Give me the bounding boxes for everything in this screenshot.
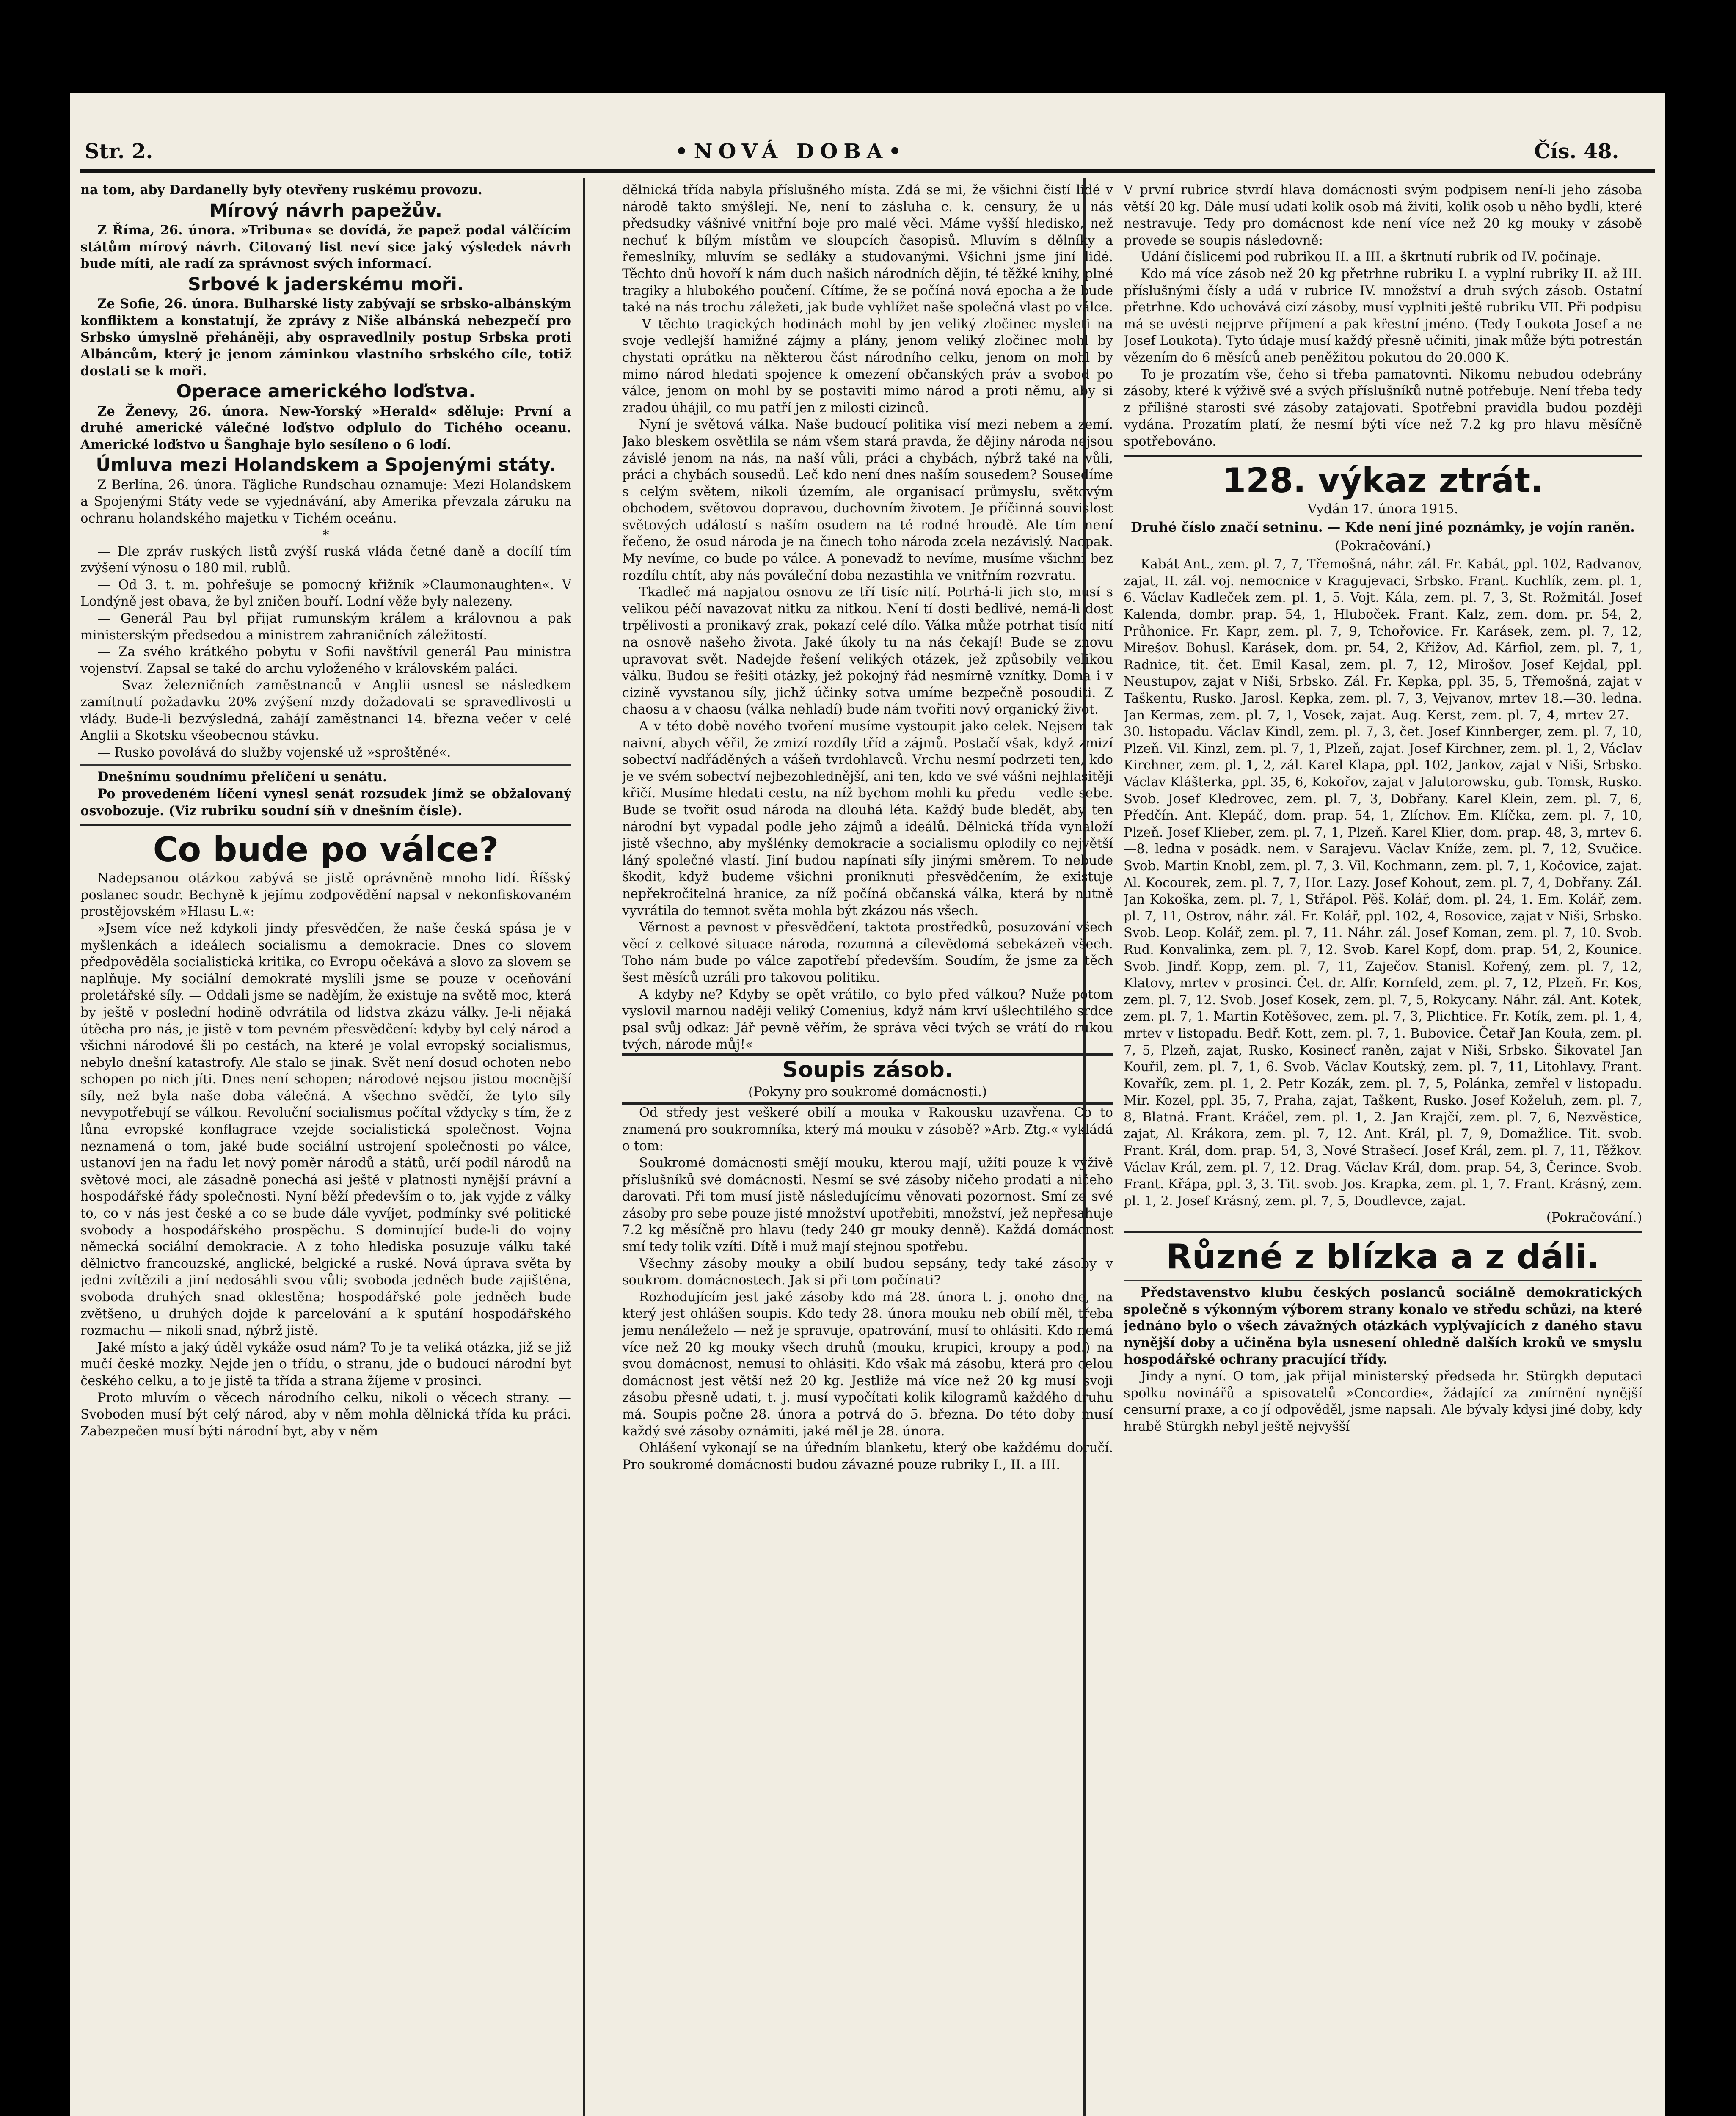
column-3 bbox=[1124, 182, 1642, 2116]
article-text: Ze Sofie, 26. února. Bulharské listy zabývají se srbsko-albánským konfliktem a konstatují, že zprávy z Niše albánská nebezpečí pro Srbsko úmyslně přeháněji, aby ospravedlnily postup Srbska proti Albáncům, který je jenom záminkou vlastního srbského cíle, totiž dostati se k moři. bbox=[80, 296, 571, 379]
news-item: — Svaz železničních zaměstnanců v Anglii usnesl se následkem zamítnutí požadavku 20% zvýšení mzdy dožadovati se spravedlivosti u vlády. Bude-li bezvýsledná, zahájí zaměstnanci 14. března večer v celé Anglii a Skotsku všeobecnou stávku. bbox=[80, 678, 571, 744]
headline-umluva: Úmluva mezi Holandskem a Spojenými státy. bbox=[96, 455, 556, 476]
continuation-note: (Pokračování.) bbox=[1335, 538, 1431, 554]
subheadline: Vydán 17. února 1915. bbox=[1307, 501, 1458, 517]
header-rule bbox=[80, 169, 1655, 173]
article-text: Tkadleč má napjatou osnovu ze tří tisíc nití. Potrhá-li jich sto, musí s velikou péčí navazovat nitku za nitkou. Není tí dosti bedlivé, nemá-li dost trpělivosti a pronikavý zrak, pokazí celé dílo. Válka může potrhat tisíc nití na osnově našeho života. Jaké úkoly tu na nás čekají! Bude se znovu upravovat svět. Nadejde řešení velikých otázek, jež způsobily velikou válku. Budou se řešiti otázky, jež pokojný řád nesmírně vznítky. Doma i v cizině vyvstanou síly, jichž účinky sotva umíme bezpečně posouditi. Z chaosu a v chaosu (válka nehladí) bude nám tvořiti nový organický život. bbox=[622, 585, 1113, 717]
continuation-note: (Pokračování.) bbox=[1546, 1210, 1642, 1226]
news-item: — Od 3. t. m. pohřešuje se pomocný křižník »Claumonaughten«. V Londýně jest obava, že byl zničen bouří. Lodní věže byly nalezeny. bbox=[80, 577, 571, 609]
article-text: Kdo má více zásob než 20 kg přetrhne rubriku I. a vyplní rubriky II. až III. příslušnými čísly a udá v rubrice IV. množství a druh svých zásob. Ostatní přetrhne. Kdo uchovává cizí zásoby, musí vyplniti ještě rubriku VII. Při podpisu má se uvésti nejprve příjmení a pak křestní jméno. (Tedy Loukota Josef a ne Josef Loukota). Tyto údaje musí každý přesně učiniti, jinak může býti potrestán vězením do 6 měsíců aneb peněžitou pokutou do 20.000 K. bbox=[1124, 266, 1642, 365]
headline-operace: Operace amerického loďstva. bbox=[176, 381, 476, 402]
page-number: Str. 2. bbox=[85, 140, 153, 163]
news-item: — Generál Pau byl přijat rumunským králem a královnou a pak ministerským předsedou a ministrem zahraničních záležitostí. bbox=[80, 611, 571, 643]
soupis-box bbox=[622, 1053, 1113, 1105]
article-text: Všechny zásoby mouky a obilí budou sepsány, tedy také zásoby v soukrom. domácnostech. Jak si při tom počínati? bbox=[622, 1256, 1113, 1288]
article-text: Od středy jest veškeré obilí a mouka v Rakousku uzavřena. Co to znamená pro soukromníka, který má mouku v zásobě? »Arb. Ztg.« vykládá o tom: bbox=[622, 1105, 1113, 1154]
news-item: — Rusko povolává do služby vojenské už »sproštěné«. bbox=[97, 745, 451, 760]
article-text: Jaké místo a jaký úděl vykáže osud nám? To je ta veliká otázka, již se již mučí české mozky. Nejde jen o třídu, o stranu, jde o budoucí národní byt českého celku, a to je jistě ta třída a strana žíjeme v prosinci. bbox=[80, 1340, 571, 1389]
divider bbox=[1124, 455, 1642, 457]
headline-vykaz: 128. výkaz ztrát. bbox=[1222, 460, 1543, 500]
separator-mark: * bbox=[322, 527, 329, 543]
article-text: Rozhodujícím jest jaké zásoby kdo má 28. února t. j. onoho dne, na který jest ohlášen soupis. Kdo tedy 28. února mouku neb obilí měl, třeba jemu nenáleželo — než je spravuje, opatrování, musí to ohlásiti. Kdo nemá více než 20 kg mouky všech druhů (mouku, krupici, kroupy a pod.) na svou domácnost, nemusí to ohlásiti. Kdo však má zásobu, která pro celou domácnost jest větší než 20 kg. Jestliže má více než 20 kg musí svoji zásobu přesně udati, t. j. musí vypočítati kolik kilogramů každého druhu má. Soupis počne 28. února a potrvá do 5. března. Do této doby musí každý své zásoby oznámiti, jaké měl je 28. února. bbox=[622, 1289, 1113, 1439]
article-text: V první rubrice stvrdí hlava domácnosti svým podpisem není-li jeho zásoba větší 20 kg. Dále musí udati kolik osob má živiti, kolik osob u něho bydlí, které nestravuje. Tedy pro domácnost kde není více než 20 kg mouky v zásobě provede se soupis následovně: bbox=[1124, 183, 1642, 248]
column-1 bbox=[80, 182, 571, 2116]
subheadline: (Pokyny pro soukromé domácnosti.) bbox=[748, 1084, 987, 1099]
article-text: na tom, aby Dardanelly byly otevřeny ruskému provozu. bbox=[80, 182, 482, 198]
column-divider bbox=[583, 178, 585, 2116]
article-text: dělnická třída nabyla příslušného místa. Zdá se mi, že všichni čistí lidé v národě takto smýšlejí. Ne, není to zásluha c. k. censury, že u nás předsudky vášnivé vnitřní boje pro malé věci. Máme vyšší hledisko, než nechuť k bílým místům ve sloupcích časopisů. Mluvím s dělníky a řemeslníky, mluvím se sedláky a studovanými. Všichni jsme jiní lidé. Těchto dnů hovoří k nám duch našich národních dějin, té těžké knihy, plné tragiky a hlubokého poučení. Cítíme, že se počíná nová epocha a že bude také na nás trochu záležeti, jak bude vyhlížet naše společná vlast po válce. — V těchto tragických hodinách mohl by jen veliký zločinec mysleti na svoje vedlejší hamižné zájmy a plány, jenom veliký zločinec mohl by chystati oprátku na některou část národního celku, jenom on mohl by mimo národ hledati spojence k omezení občanských práv a svobod po válce, jenom on mohl by se postaviti mimo národ a proti němu, aby si zradou úhájil, co mu patří jen z milosti cizinců. bbox=[622, 183, 1113, 416]
senat-title: Dnešnímu soudnímu přelíčení u senátu. bbox=[97, 769, 387, 785]
article-text: Soukromé domácnosti smějí mouku, kterou mají, užíti pouze k výživě příslušníků své domácnosti. Nesmí se své zásoby ničeho prodati a ničeho darovati. Při tom musí jistě následujícímu věnovati pozornost. Smí ze své zásoby pro sebe pouze jisté množství upotřebiti, množství, jež nepřesahuje 7.2 kg měsíčně pro hlavu (tedy 240 gr mouky denně). Každá domácnost smí tedy tolik vzíti. Dítě i muž mají stejnou spotřebu. bbox=[622, 1156, 1113, 1255]
headline-soupis: Soupis zásob. bbox=[782, 1057, 953, 1083]
news-item: — Za svého krátkého pobytu v Sofii navštívil generál Pau ministra vojenství. Zapsal se také do archu vyloženého v královském paláci. bbox=[80, 645, 571, 676]
article-text: Nadepsanou otázkou zabývá se jistě oprávněně mnoho lidí. Říšský poslanec soudr. Bechyně k jejímu zodpovědění napsal v nekonfiskovaném prostějovském »Hlasu L.«: bbox=[80, 871, 571, 920]
article-text: To je prozatím vše, čeho si třeba pamatovnti. Nikomu nebudou odebrány zásoby, které k výživě své a svých příslušníků nutně potřebuje. Není třeba tedy z přílišné starosti své zásoby zatajovati. Spotřební pravidla budou později vydána. Prozatím platí, že nesmí býti více než 7.2 kg pro hlavu měsíčně spotřebováno. bbox=[1124, 367, 1642, 449]
divider bbox=[80, 824, 571, 826]
article-text: Z Říma, 26. února. »Tribuna« se dovídá, že papež podal válčícím státům mírový návrh. Citovaný list neví sice jaký výsledek návrh bude míti, ale radí za správnost svých informací. bbox=[80, 223, 571, 272]
masthead-title: •NOVÁ DOBA• bbox=[675, 140, 907, 163]
vykaz-note: Druhé číslo značí setninu. — Kde není jiné poznámky, je vojín raněn. bbox=[1131, 520, 1635, 535]
headline-srbove: Srbové k jaderskému moři. bbox=[187, 273, 464, 295]
article-text: Po provedeném líčení vynesl senát rozsudek jímž se obžalovaný osvobozuje. (Viz rubriku soudní síň v dnešním čísle). bbox=[80, 786, 571, 818]
news-item: — Dle zpráv ruských listů zvýší ruská vláda četné daně a docílí tím zvýšení výnosu o 180 mil. rublů. bbox=[80, 544, 571, 576]
article-text: »Jsem více než kdykoli jindy přesvědčen, že naše česká spása je v myšlenkách a ideálech socialismu a demokracie. Dnes co slovem předpověděla socialistická kritika, co Evropu očekává a slovo za slovem se naplňuje. My sociální demokraté myslíli jsme se pouze v oceňování proletářské síly. — Oddali jsme se nadějím, že existuje na světě moc, která by ještě v poslední hodině odvrátila od lidstva zkázu války. Je-li nějaká útěcha pro nás, je jistě v tom pevném přesvědčení: kdyby byl celý národ a všichni národové šli po cestách, na které je volal evropský socialismus, nebylo dnešní katastrofy. Ale stalo se jinak. Svět není dosud ochoten nebo schopen po nich jíti. Dnes není schopen; národové nejsou jistou mocnější síly, než byla naše doba válečná. A všechno svědčí, že tyto síly nevypotřebují se válkou. Revoluční socialismus počítal vždycky s tím, že z lůna evropské konflagrace vzejde socialistická společnost. Vojna neznamená o tom, jaké bude sociální ustrojení společnosti po válce, ustanoví jen na řadu let nový poměr národů a států, určí podíl národů na světové moci, ale zásadně ponechá asi ještě v platnosti nynější právní a hospodářské řády společnosti. Nyní běží především o to, jak vyjde z války to, co v nás jest české a co se bude dále vyvíjet, podmínky své politické svobody a hospodářského prospěchu. S dominující bude-li do vojny německá sociální demokracie. A z toho hlediska posuzuje válku také dělnictvo francouzské, anglické, belgické a ruské. Nová úprava světa by jedni zvítězili a jiní nedosáhli svou vůli; svoboda jedněch bude zajištěna, svoboda druhých snad oklestěna; hospodářské pole jedněch bude zvětšeno, u druhých dojde k parcelování a k sputání hospodářského rozmachu — nikoli snad, nýbrž jistě. bbox=[80, 921, 571, 1339]
article-text: Ohlášení vykonají se na úředním blanketu, který obe každému doručí. Pro soukromé domácnosti budou závazné pouze rubriky I., II. a III. bbox=[622, 1441, 1113, 1472]
article-text: A v této době nového tvoření musíme vystoupit jako celek. Nejsem tak naivní, abych věřil, že zmizí rozdíly tříd a zájmů. Postačí však, když zmizí sobectví nadřáděných a vášeň tvrdohlavců. Vrchu nesmí podrzeti ten, kdo je ve svém sobectví nejbezohlednější, ani ten, kdo ve své vášni nejhlasitěji křičí. Musíme hledati cestu, na níž bychom mohli ku předu — vedle sebe. Bude se tvořit osud národa na dlouhá léta. Každý bude bledět, aby ten národní byt vypadal podle jeho zájmů a ideálů. Dělnická třída vynaloží jistě všechno, aby myšlénky demokracie a socialismu oplodily co největší láný společné vlastí. Jiní budou napínati síly jinými směrem. To nebude škodit, když budeme všichni proniknuti přesvědčením, že existuje nepřekročitelná hranice, za níž počíná občanská válka, která by nutně vyvrátila do temnot světa mohla být zkázou nás všech. bbox=[622, 719, 1113, 918]
divider bbox=[80, 764, 571, 766]
newspaper-page bbox=[70, 93, 1665, 2116]
article-text: Z Berlína, 26. února. Tägliche Rundschau oznamuje: Mezi Holandskem a Spojenými Státy vede se vyjednávání, aby Amerika převzala záruku na ochranu holandského majetku v Tichém oceánu. bbox=[80, 477, 571, 526]
article-text: Věrnost a pevnost v přesvědčení, taktota prostředků, posuzování všech věcí z celkové situace národa, rozumná a cílevědomá sebekázeň všech. Toho nám bude po válce zapotřebí především. Soudím, že jsme za těch šest měsíců uzráli pro takovou politiku. bbox=[622, 920, 1113, 985]
column-2 bbox=[622, 182, 1113, 2116]
article-text: Představenstvo klubu českých poslanců sociálně demokratických společně s výkonným výborem strany konalo ve středu schůzi, na které jednáno bylo o všech závažných otázkách vyplývajících z daného stavu nynější doby a učiněna byla usnesení ohledně dalších kroků ve smyslu hospodářské ochrany pracující třídy. bbox=[1124, 1285, 1642, 1367]
headline-ruzne: Různé z blízka a z dáli. bbox=[1166, 1237, 1600, 1277]
casualty-list: Kabát Ant., zem. pl. 7, 7, Třemošná, náhr. zál. Fr. Kabát, ppl. 102, Radvanov, zajat, II. zál. voj. nemocnice v Kragujevaci, Srbsko. Frant. Kuchlík, zem. pl. 1, 6. Václav Kadleček zem. pl. 1, 5. Vojt. Kála, zem. pl. 7, 3, St. Rožmitál. Josef Kalenda, dombr. prap. 54, 1, Hluboček. Frant. Kalz, zem. dom. pr. 54, 2, Průhonice. Fr. Kapr, zem. pl. 7, 9, Tchořovice. Fr. Karásek, zem. pl. 7, 12, Mirešov. Bohusl. Karásek, dom. pr. 54, 2, Křížov, Ad. Kárfiol, zem. pl. 7, 1, Radnice, tit. čet. Emil Kasal, zem. pl. 7, 12, Mirošov. Josef Kejdal, ppl. Neustupov, zajat v Niši, Srbsko. Zál. Fr. Kepka, ppl. 35, 5, Třemošná, zajat v Taškentu, Rusko. Jarosl. Kepka, zem. pl. 7, 3, Vejvanov, mrtev 18.—30. ledna. Jan Kermas, zem. pl. 7, 1, Vosek, zajat. Aug. Kerst, zem. pl. 7, 4, mrtev 27.—30. listopadu. Václav Kindl, zem. pl. 7, 3, čet. Josef Kinnberger, zem. pl. 7, 10, Plzeň. Vil. Kinzl, zem. pl. 7, 1, Plzeň, zajat. Josef Kirchner, zem. pl. 1, 2, Václav Kirchner, zem. pl. 1, 2, zál. Karel Klapa, ppl. 102, Jankov, zajat v Niši, Srbsko. Václav Klášterka, ppl. 35, 6, Kokořov, zajat v Jalutorowsku, gub. Tomsk, Rusko. Svob. Josef Kledrovec, zem. pl. 7, 3, Dobřany. Karel Klein, zem. pl. 7, 6, Předčín. Ant. Klepáč, dom. prap. 54, 1, Zlíchov. Em. Klíčka, zem. pl. 7, 10, Plzeň. Josef Klieber, zem. pl. 7, 1, Plzeň. Karel Klier, dom. prap. 48, 3, mrtev 6.—8. ledna v posádk. nem. v Sarajevu. Václav Kníže, zem. pl. 7, 12, Svučice. Svob. Martin Knobl, zem. pl. 7, 3. Vil. Kochmann, zem. pl. 7, 1, Kočovice, zajat. Al. Kocourek, zem. pl. 7, 7, Hor. Lazy. Josef Kohout, zem. pl. 7, 4, Dobřany. Zál. Jan Kokoška, zem. pl. 7, 1, Střápol. Pěš. Kolář, dom. pl. 24, 1. Em. Kolář, zem. pl. 7, 11, Ostrov, náhr. zál. Fr. Kolář, ppl. 102, 4, Rosovice, zajat v Niši, Srbsko. Svob. Leop. Kolář, zem. pl. 7, 11. Náhr. zál. Josef Koman, zem. pl. 7, 10. Svob. Rud. Konvalinka, zem. pl. 7, 12. Svob. Karel Kopf, dom. prap. 54, 2, Kounice. Svob. Jindř. Kopp, zem. pl. 7, 11, Zaječov. Stanisl. Kořený, zem. pl. 7, 12, Klatovy, mrtev v prosinci. Čet. dr. Alfr. Kornfeld, zem. pl. 7, 12, Plzeň. Fr. Kos, zem. pl. 7, 12. Svob. Josef Kosek, zem. pl. 7, 5, Rokycany. Náhr. zál. Ant. Kotek, zem. pl. 7, 1. Martin Kotěšovec, zem. pl. 7, 3, Plichtice. Fr. Kotík, zem. pl. 1, 4, mrtev v listopadu. Bedř. Kott, zem. pl. 7, 1. Bubovice. Četař Jan Kouła, zem. pl. 7, 5, Plzeň, zajat, Rusko, Kosinecť raněn, zajat v Niši, Srbsko. Šikovatel Jan Kouřil, zem. pl. 7, 1, 6. Svob. Václav Koutský, zem. pl. 7, 11, Litohlavy. Frant. Kovařík, zem. pl. 1, 2. Petr Kozák, zem. pl. 7, 5, Polánka, zemřel v listopadu. Mir. Kozel, ppl. 35, 7, Praha, zajat, Taškent, Rusko. Josef Koželuh, zem. pl. 7, 8, Blatná. Frant. Kráčel, zem. pl. 1, 2. Jan Krajčí, zem. pl. 7, 6, Nezvěstice, zajat, Al. Krákora, zem. pl. 7, 12. Ant. Král, pl. 7, 9, Domažlice. Tit. svob. Frant. Král, dom. prap. 54, 3, Nové Strašecí. Josef Král, zem. pl. 7, 11, Těžkov. Václav Král, zem. pl. 7, 12. Drag. Václav Král, dom. prap. 54, 3, Čerince. Svob. Frant. Křápa, ppl. 3, 3. Tit. svob. Jos. Krapka, zem. pl. 1, 7. Frant. Krásný, zem. pl. 1, 2. Josef Krásný, zem. pl. 7, 5, Doudlevce, zajat. bbox=[1124, 557, 1642, 1209]
headline-papez: Mírový návrh papežův. bbox=[209, 200, 442, 221]
divider bbox=[1124, 1231, 1642, 1233]
article-text: Nyní je světová válka. Naše budoucí politika visí mezi nebem a zemí. Jako bleskem osvětlila se nám všem stará pravda, že dějiny národa nejsou závislé jenom na nás, na naší vůli, práci a chybách, nýbrž také na vůli, práci a chybách sousedů. Leč kdo není dnes naším sousedem? Sousedíme s celým světem, nikoli územím, ale organisací průmyslu, světovým obchodem, světovou dopravou, duchovním životem. Je příčinná souvislost světových událostí s naším osudem na té rodné hroudě. Ale tím není řečeno, že osud národa je na činech toho národa zcela nezávislý. Naopak. My nevíme, co bude po válce. A ponevadž to nevíme, musíme všichni bez rozdílu chtít, aby nás pováleční doba nezastihla ve vnitřním rozvratu. bbox=[622, 417, 1113, 583]
article-text: A kdyby ne? Kdyby se opět vrátilo, co bylo před válkou? Nuže potom vyslovil marnou naději veliký Comenius, když nám krví ušlechtilého srdce psal svůj odkaz: Jář pevně věřím, že správa věcí tvých se vrátí do rukou tvých, národe můj!« bbox=[622, 987, 1113, 1052]
article-text: Jindy a nyní. O tom, jak přijal ministerský předseda hr. Stürgkh deputaci spolku novinářů a spisovatelů »Concordie«, žádající za zmírnění nynější censurní praxe, a co jí odpověděl, jsme napsali. Ale bývaly kdysi jiné doby, kdy hrabě Stürgkh nebyl ještě nejvyšší bbox=[1124, 1369, 1642, 1434]
divider bbox=[1124, 1280, 1642, 1281]
article-text: Proto mluvím o věcech národního celku, nikoli o věcech strany. — Svoboden musí být celý národ, aby v něm mohla dělnická třída ku práci. Zabezpečen musí býti národní byt, aby v něm bbox=[80, 1390, 571, 1439]
issue-number: Čís. 48. bbox=[1534, 140, 1619, 163]
article-text: Udání číslicemi pod rubrikou II. a III. a škrtnutí rubrik od IV. počínaje. bbox=[1141, 250, 1601, 265]
article-text: Ze Ženevy, 26. února. New-Yorský »Herald« sděluje: První a druhé americké válečné loďstvo odplulo do Tichého oceanu. Americké loďstvo u Šanghaje bylo sesíleno o 6 lodí. bbox=[80, 403, 571, 452]
headline-co-bude: Co bude po válce? bbox=[153, 830, 499, 870]
